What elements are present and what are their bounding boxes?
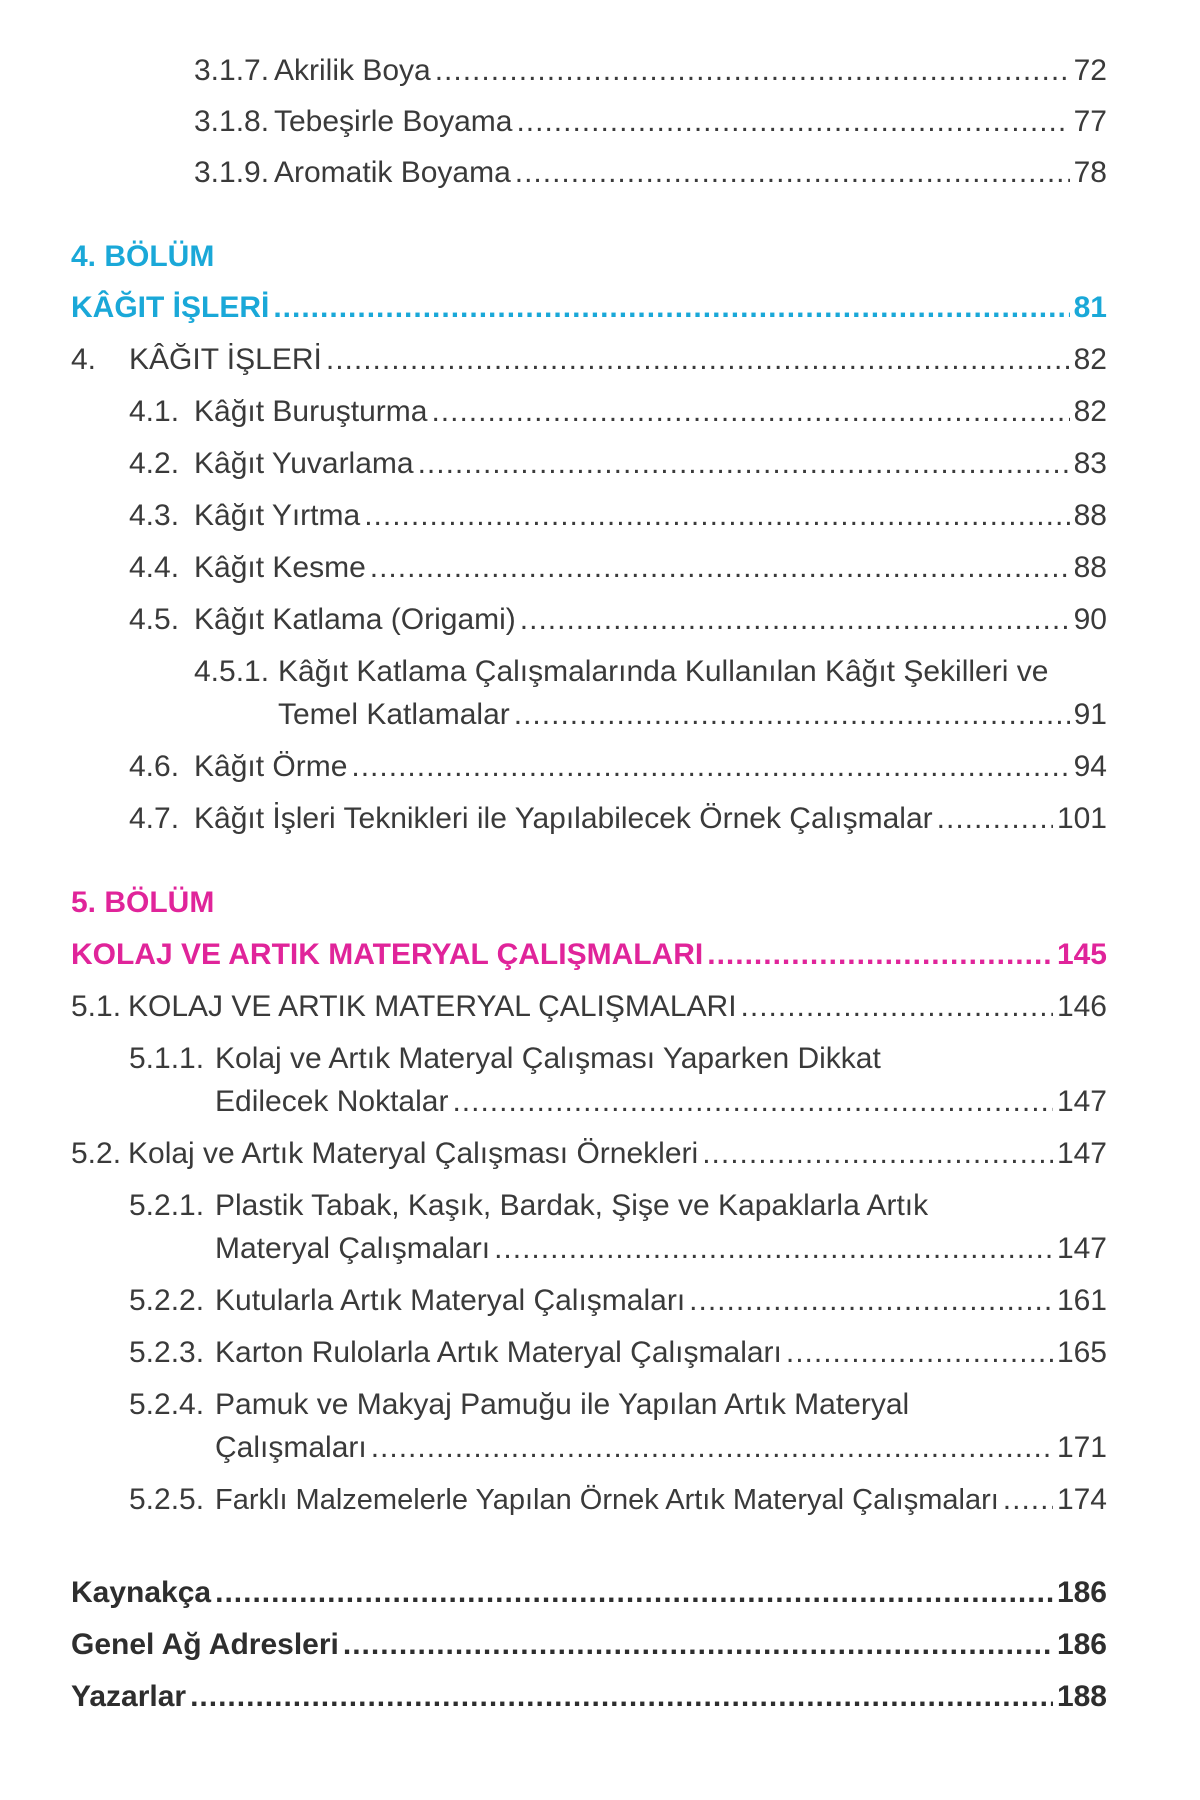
dot-leader	[435, 50, 1070, 92]
toc-entry-page: 161	[1056, 1284, 1107, 1317]
toc-entry-page: 77	[1073, 105, 1107, 138]
toc-entry-web-addresses[interactable]	[71, 1624, 1107, 1666]
section-4-heading: 4. BÖLÜM	[71, 240, 215, 273]
dot-leader	[370, 547, 1070, 589]
toc-entry-page: 101	[1056, 802, 1107, 835]
dot-leader	[937, 798, 1053, 840]
dot-leader	[786, 1332, 1053, 1374]
section-4-page: 81	[1073, 291, 1107, 324]
toc-entry-number: 4.7.	[129, 802, 180, 835]
toc-entry-page: 147	[1056, 1137, 1107, 1170]
toc-entry-title: Farklı Malzemelerle Yapılan Örnek Artık Materyal Çalışmaları	[215, 1484, 999, 1516]
toc-entry[interactable]	[129, 391, 1107, 433]
toc-entry-title: Kâğıt Yuvarlama	[194, 447, 414, 480]
toc-entry-page: 188	[1056, 1680, 1107, 1713]
toc-entry-page: 88	[1073, 499, 1107, 532]
toc-entry-number: 5.2.	[71, 1137, 122, 1170]
toc-entry-title: Kâğıt Katlama (Origami)	[194, 603, 516, 636]
dot-leader	[364, 495, 1069, 537]
toc-entry-number: 4.4.	[129, 551, 180, 584]
toc-entry[interactable]	[129, 1332, 1107, 1374]
toc-entry-number: 5.1.1.	[129, 1042, 205, 1075]
toc-entry-title: KOLAJ VE ARTIK MATERYAL ÇALIŞMALARI	[128, 990, 737, 1023]
toc-entry[interactable]	[129, 1479, 1107, 1521]
dot-leader	[326, 339, 1070, 381]
toc-entry[interactable]	[71, 339, 1107, 381]
toc-entry[interactable]	[129, 443, 1107, 485]
toc-entry-title: Kaynakça	[71, 1576, 212, 1609]
toc-entry-page: 90	[1073, 603, 1107, 636]
dot-leader	[520, 599, 1070, 641]
dot-leader	[494, 1228, 1053, 1270]
toc-entry-title: Kâğıt İşleri Teknikleri ile Yapılabilecek Örnek Çalışmalar	[194, 802, 933, 835]
dot-leader	[741, 986, 1053, 1028]
toc-entry-number: 4.5.1.	[194, 655, 270, 688]
toc-entry-title-line2: Edilecek Noktalar	[215, 1085, 449, 1118]
dot-leader	[514, 694, 1070, 736]
toc-entry-title-line2: Materyal Çalışmaları	[215, 1232, 491, 1265]
toc-entry-wrapped-line2[interactable]	[215, 1427, 1107, 1469]
toc-entry[interactable]	[129, 547, 1107, 589]
toc-entry-number: 5.2.4.	[129, 1388, 205, 1421]
toc-entry-page: 88	[1073, 551, 1107, 584]
toc-entry-title: Kolaj ve Artık Materyal Çalışması Örnekleri	[128, 1137, 699, 1170]
toc-entry-number: 4.	[71, 343, 97, 376]
dot-leader	[431, 391, 1069, 433]
toc-entry-page: 94	[1073, 750, 1107, 783]
toc-entry[interactable]	[129, 495, 1107, 537]
dot-leader	[351, 746, 1069, 788]
dot-leader	[515, 152, 1070, 194]
toc-entry-title: Karton Rulolarla Artık Materyal Çalışmaları	[215, 1336, 782, 1369]
toc-entry-wrapped-line2[interactable]	[215, 1081, 1107, 1123]
toc-entry[interactable]	[129, 599, 1107, 641]
dot-leader	[215, 1572, 1053, 1614]
toc-entry-number: 4.6.	[129, 750, 180, 783]
toc-entry[interactable]	[71, 1133, 1107, 1175]
toc-entry-title: Kutularla Artık Materyal Çalışmaları	[215, 1284, 686, 1317]
toc-entry-title: Kâğıt Buruşturma	[194, 395, 428, 428]
toc-entry-title-line2: Temel Katlamalar	[278, 698, 510, 731]
toc-entry-wrapped[interactable]	[194, 651, 1048, 693]
toc-entry-page: 186	[1056, 1628, 1107, 1661]
toc-entry-number: 4.5.	[129, 603, 180, 636]
toc-entry-page: 83	[1073, 447, 1107, 480]
toc-entry-number: 3.1.8.	[194, 105, 270, 138]
toc-entry-number: 5.2.5.	[129, 1483, 205, 1516]
toc-entry-page: 91	[1073, 698, 1107, 731]
toc-entry-number: 5.2.1.	[129, 1189, 205, 1222]
toc-entry[interactable]	[194, 101, 1107, 143]
section-5-title-entry[interactable]	[71, 934, 1107, 976]
toc-entry-number: 4.2.	[129, 447, 180, 480]
dot-leader	[1003, 1479, 1053, 1521]
toc-entry-references[interactable]	[71, 1572, 1107, 1614]
toc-entry-title-line2: Çalışmaları	[215, 1431, 367, 1464]
toc-entry-page: 171	[1056, 1431, 1107, 1464]
toc-entry-number: 3.1.9.	[194, 156, 270, 189]
toc-entry-number: 4.3.	[129, 499, 180, 532]
toc-entry-number: 5.2.3.	[129, 1336, 205, 1369]
toc-entry-wrapped-line2[interactable]	[278, 694, 1107, 736]
toc-entry-page: 146	[1056, 990, 1107, 1023]
toc-entry-title: Kâğıt Örme	[194, 750, 348, 783]
section-4-title: KÂĞIT İŞLERİ	[71, 291, 270, 324]
section-4-title-entry[interactable]	[71, 287, 1107, 329]
dot-leader	[452, 1081, 1053, 1123]
toc-entry-page: 186	[1056, 1576, 1107, 1609]
dot-leader	[418, 443, 1070, 485]
toc-entry[interactable]	[194, 152, 1107, 194]
toc-entry-title-line1: Plastik Tabak, Kaşık, Bardak, Şişe ve Kapaklarla Artık	[215, 1189, 929, 1222]
toc-entry-authors[interactable]	[71, 1676, 1107, 1718]
toc-entry[interactable]	[194, 50, 1107, 92]
dot-leader	[689, 1280, 1053, 1322]
dot-leader	[702, 1133, 1053, 1175]
toc-entry-page: 174	[1056, 1483, 1107, 1516]
toc-entry-wrapped[interactable]	[129, 1384, 909, 1426]
toc-entry-page: 82	[1073, 395, 1107, 428]
toc-entry-page: 147	[1056, 1232, 1107, 1265]
toc-entry-title-line1: Pamuk ve Makyaj Pamuğu ile Yapılan Artık Materyal	[215, 1388, 910, 1421]
toc-entry[interactable]	[71, 986, 1107, 1028]
toc-entry-wrapped-line2[interactable]	[215, 1228, 1107, 1270]
toc-entry-wrapped[interactable]	[129, 1185, 928, 1227]
toc-entry-title: Tebeşirle Boyama	[274, 105, 513, 138]
section-5-page: 145	[1056, 938, 1107, 971]
toc-entry-wrapped[interactable]	[129, 1038, 881, 1080]
toc-entry-title: Akrilik Boya	[274, 54, 431, 87]
toc-entry-number: 5.2.2.	[129, 1284, 205, 1317]
section-5-title: KOLAJ VE ARTIK MATERYAL ÇALIŞMALARI	[71, 938, 704, 971]
toc-entry-number: 4.1.	[129, 395, 180, 428]
toc-entry-page: 72	[1073, 54, 1107, 87]
toc-entry-title-line1: Kolaj ve Artık Materyal Çalışması Yaparken Dikkat	[215, 1042, 881, 1075]
toc-entry-number: 5.1.	[71, 990, 122, 1023]
toc-entry-page: 165	[1056, 1336, 1107, 1369]
toc-entry-title-line1: Kâğıt Katlama Çalışmalarında Kullanılan Kâğıt Şekilleri ve	[278, 655, 1049, 688]
dot-leader	[343, 1624, 1053, 1666]
toc-entry[interactable]	[129, 746, 1107, 788]
dot-leader	[516, 101, 1069, 143]
dot-leader	[371, 1427, 1053, 1469]
toc-entry-title: Genel Ağ Adresleri	[71, 1628, 339, 1661]
toc-entry-number: 3.1.7.	[194, 54, 270, 87]
toc-entry-page: 82	[1073, 343, 1107, 376]
toc-entry-title: Yazarlar	[71, 1680, 187, 1713]
dot-leader	[190, 1676, 1053, 1718]
toc-entry[interactable]	[129, 798, 1107, 840]
toc-entry-title: Kâğıt Kesme	[194, 551, 366, 584]
toc-entry-page: 147	[1056, 1085, 1107, 1118]
section-5-heading: 5. BÖLÜM	[71, 886, 215, 919]
dot-leader	[273, 287, 1069, 329]
toc-entry-title: Aromatik Boyama	[274, 156, 511, 189]
toc-entry-title: Kâğıt Yırtma	[194, 499, 361, 532]
toc-entry-page: 78	[1073, 156, 1107, 189]
toc-entry-title: KÂĞIT İŞLERİ	[129, 343, 322, 376]
toc-entry[interactable]	[129, 1280, 1107, 1322]
dot-leader	[707, 934, 1053, 976]
